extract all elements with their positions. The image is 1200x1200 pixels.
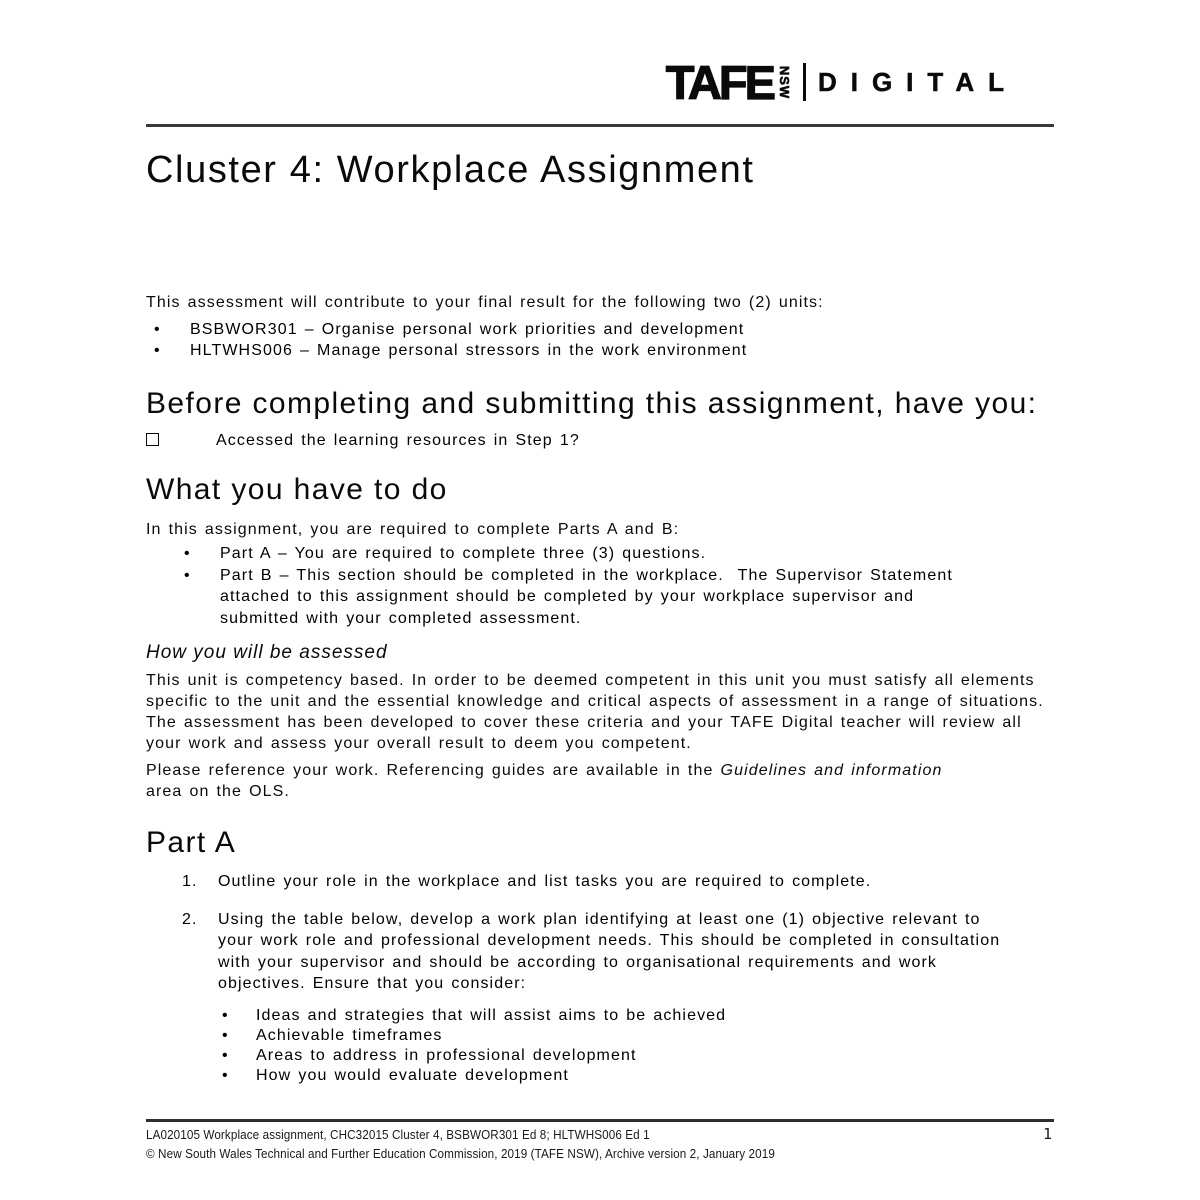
part-a-list-item: • Part A – You are required to complete three (3) questions. xyxy=(146,543,986,565)
footer-rule xyxy=(146,1119,1054,1122)
what-lead-paragraph: In this assignment, you are required to complete Parts A and B: xyxy=(146,521,680,538)
section-heading-before-submitting: Before completing and submitting this assignment, have you: xyxy=(146,387,1038,420)
consideration-item: • Ideas and strategies that will assist aims to be achieved xyxy=(146,1006,1054,1026)
unit-list xyxy=(146,319,1054,361)
consideration-item: • Achievable timeframes xyxy=(146,1026,1054,1046)
question-text: Outline your role in the workplace and list tasks you are required to complete. xyxy=(218,873,872,890)
consideration-item: • Areas to address in professional development xyxy=(146,1046,1054,1066)
logo-divider-bar xyxy=(803,63,806,101)
footer-copyright: © New South Wales Technical and Further Education Commission, 2019 (TAFE NSW), Archive version 2, January 2019 xyxy=(146,1145,775,1161)
reference-text-post: area on the OLS. xyxy=(146,762,950,800)
reference-text-pre: Please reference your work. Referencing guides are available in the xyxy=(146,762,721,779)
question-number: 1. xyxy=(182,873,198,890)
subheading-how-assessed: How you will be assessed xyxy=(146,642,388,663)
section-heading-what-to-do: What you have to do xyxy=(146,473,448,506)
question-number: 2. xyxy=(182,910,198,928)
page-title: Cluster 4: Workplace Assignment xyxy=(146,149,755,191)
reference-paragraph xyxy=(146,760,976,802)
tafe-digital-logo xyxy=(146,56,1054,108)
consideration-item: • How you would evaluate development xyxy=(146,1066,1054,1086)
question-list xyxy=(146,871,1054,995)
tafe-logo-digital: DIGITAL xyxy=(817,67,1018,97)
question-text: Using the table below, develop a work plan identifying at least one (1) objective relevant to your work role and professional development needs. This should be completed in consultation with your supervisor and should be according to organisational requirements and work objectives. Ensure that you consider: xyxy=(218,910,1001,992)
header-rule xyxy=(146,124,1054,127)
page-footer xyxy=(146,1119,1054,1161)
part-b-list-item: • Part B – This section should be completed in the workplace. The Supervisor Statement attached to this assignment should be completed by your workplace supervisor and submitted with your completed assessment. xyxy=(146,565,986,630)
checklist-item-label: Accessed the learning resources in Step 1? xyxy=(216,432,580,449)
checklist-item xyxy=(146,430,1054,451)
intro-paragraph: This assessment will contribute to your final result for the following two (2) units: xyxy=(146,294,824,311)
reference-text-italic: Guidelines and information xyxy=(720,762,943,779)
tafe-logo-wordmark: TAFE xyxy=(665,55,773,109)
footer-document-id: LA020105 Workplace assignment, CHC32015 Cluster 4, BSBWOR301 Ed 8; HLTWHS006 Ed 1 xyxy=(146,1126,650,1142)
assessed-paragraph: This unit is competency based. In order to be deemed competent in this unit you must satisfy all elements specific to the unit and the essential knowledge and critical aspects of assessment in a range of situations. The assessment has been developed to cover these criteria and your TAFE Digital teacher will review all your work and assess your overall result to deem you competent. xyxy=(146,672,1051,752)
question-item xyxy=(146,909,1016,995)
page-number: 1 xyxy=(1042,1125,1052,1143)
tafe-logo-nsw: NSW xyxy=(776,65,792,99)
parts-list xyxy=(146,543,1054,629)
considerations-list xyxy=(146,1006,1054,1086)
section-heading-part-a: Part A xyxy=(146,826,237,859)
unit-list-item: • BSBWOR301 – Organise personal work priorities and development xyxy=(146,319,1054,340)
unit-list-item: • HLTWHS006 – Manage personal stressors in the work environment xyxy=(146,340,1054,361)
checkbox-icon xyxy=(146,433,159,446)
question-item xyxy=(146,871,1016,893)
